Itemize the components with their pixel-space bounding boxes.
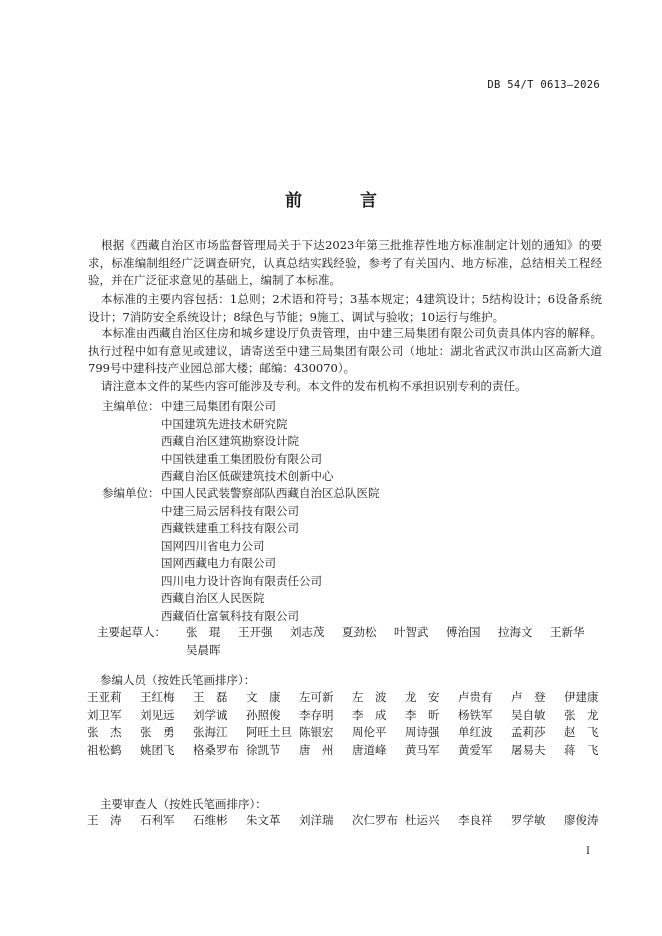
- chief-unit: 西藏自治区建筑勘察设计院: [161, 434, 299, 448]
- reviewer-name: 刘洋瑞: [299, 813, 334, 827]
- participant-name: 陈银宏: [299, 725, 334, 739]
- participant-name: 杨铁军: [458, 707, 493, 722]
- participant-name: 刘学诚: [193, 707, 228, 722]
- reviewer-name: 罗学敏: [511, 813, 546, 827]
- page-number: I: [586, 846, 590, 857]
- chief-units-label: 主编单位：: [102, 399, 160, 413]
- participant-name: 唐道峰: [352, 742, 387, 757]
- chief-unit: 中建三局集团有限公司: [161, 399, 276, 413]
- participant-name: 文 康: [246, 690, 281, 704]
- reviewer-name: 李良祥: [458, 813, 493, 827]
- participant-name: 赵 飞: [564, 725, 599, 739]
- participant-name: 卢 登: [511, 690, 546, 704]
- participant-name: 孟莉莎: [511, 725, 546, 739]
- participant-name: 蒋 飞: [564, 742, 599, 757]
- participant-name: 徐凯节: [246, 742, 281, 757]
- participant-name: 屠易夫: [511, 742, 546, 757]
- paragraph-basis: 根据《西藏自治区市场监督管理局关于下达2023年第三批推荐性地方标准制定计划的通知》的要求，标准编制组经广泛调查研究，认真总结实践经验，参考了有关国内、地方标准，总结相关工程经验，并在广泛征求意见的基础上，编制了本标准。: [88, 238, 602, 287]
- drafter-name: 王新华: [550, 625, 585, 639]
- paragraph-patent-notice: 请注意本文件的某些内容可能涉及专利。本文件的发布机构不承担识别专利的责任。: [101, 379, 527, 393]
- participant-name: 李存明: [299, 707, 334, 722]
- participating-unit: 四川电力设计咨询有限责任公司: [161, 573, 322, 588]
- participant-name: 张 杰: [87, 725, 122, 739]
- participant-name: 刘卫军: [87, 707, 122, 722]
- participating-units-list: [161, 485, 380, 625]
- participant-name: 孙照俊: [246, 707, 281, 722]
- reviewer-name: 次仁罗布: [352, 813, 398, 827]
- participant-name: 王亚莉: [87, 690, 122, 704]
- participating-unit: 西藏铁建重工科技有限公司: [161, 521, 299, 535]
- participant-name: 王 磊: [193, 690, 228, 704]
- participant-name: 周诗强: [405, 725, 440, 739]
- participant-name: 张 龙: [564, 707, 599, 722]
- participant-name: 李 成: [352, 707, 387, 722]
- participants-label: 参编人员（按姓氏笔画排序）：: [100, 673, 256, 687]
- chief-unit: 中国建筑先进技术研究院: [161, 416, 288, 431]
- page-title: 前 言: [285, 191, 403, 211]
- participant-name: 吴自敏: [511, 707, 546, 722]
- drafter-name: 夏劲松: [342, 625, 377, 639]
- participating-unit: 国网西藏电力有限公司: [161, 556, 276, 570]
- participant-name: 祖松鹤: [87, 742, 122, 757]
- drafter-name: 拉海文: [498, 625, 533, 639]
- drafter-name: 刘志茂: [290, 625, 325, 639]
- chief-units-list: [161, 398, 334, 486]
- participant-name: 格桑罗布: [193, 742, 239, 757]
- drafter-name: 王开强: [238, 625, 273, 639]
- participant-name: 伊建康: [564, 690, 599, 704]
- participant-name: 黄爱军: [458, 742, 493, 757]
- participant-name: 刘见远: [140, 707, 175, 722]
- reviewers-grid: [87, 812, 617, 830]
- participant-name: 李 昕: [405, 707, 440, 722]
- reviewer-name: 石利军: [140, 813, 175, 827]
- participant-name: 姚团飞: [140, 742, 175, 757]
- participant-name: 龙 安: [405, 690, 440, 704]
- participants-grid: [87, 689, 617, 759]
- participant-name: 张 勇: [140, 725, 175, 739]
- reviewer-name: 朱文革: [246, 813, 281, 827]
- participant-name: 阿旺土旦: [246, 725, 292, 739]
- chief-unit: 西藏自治区低碳建筑技术创新中心: [161, 469, 334, 483]
- participating-unit: 中建三局云居科技有限公司: [161, 503, 299, 518]
- participant-name: 张海江: [193, 725, 228, 739]
- paragraph-contents: 本标准的主要内容包括：1总则；2术语和符号；3基本规定；4建筑设计；5结构设计；6设备系统设计；7消防安全系统设计；8绿色与节能；9施工、调试与验收；10运行与维护。: [88, 292, 602, 324]
- main-drafters-label: 主要起草人：: [97, 625, 166, 639]
- main-drafters-names: [186, 624, 602, 659]
- reviewer-name: 王 涛: [87, 813, 122, 827]
- reviewer-name: 石维彬: [193, 813, 228, 827]
- participating-unit: 国网四川省电力公司: [161, 538, 265, 553]
- participant-name: 黄马军: [405, 742, 440, 757]
- participant-name: 单红波: [458, 725, 493, 739]
- participant-name: 唐 州: [299, 742, 334, 757]
- participating-unit: 中国人民武装警察部队西藏自治区总队医院: [161, 486, 380, 500]
- participating-unit: 西藏自治区人民医院: [161, 591, 265, 605]
- participating-unit: 西藏佰仕富氧科技有限公司: [161, 608, 299, 623]
- reviewer-name: 杜运兴: [405, 813, 440, 827]
- participant-name: 左 波: [352, 690, 387, 704]
- chief-unit: 中国铁建重工集团股份有限公司: [161, 451, 322, 466]
- drafter-name: 吴晨晖: [186, 642, 221, 657]
- participant-name: 左可新: [299, 690, 334, 704]
- participant-name: 周伦平: [352, 725, 387, 739]
- reviewers-label: 主要审查人（按姓氏笔画排序）：: [100, 797, 267, 811]
- document-code: DB 54/T 0613—2026: [487, 79, 600, 91]
- drafter-name: 张 琨: [186, 625, 221, 639]
- drafter-name: 傅治国: [446, 625, 481, 639]
- participant-name: 卢贵有: [458, 690, 493, 704]
- paragraph-management: 本标准由西藏自治区住房和城乡建设厅负责管理，由中建三局集团有限公司负责具体内容的解释。执行过程中如有意见或建议，请寄送至中建三局集团有限公司（地址：湖北省武汉市洪山区高新大道799号中建科技产业园总部大楼；邮编：430070）。: [88, 326, 602, 375]
- drafter-name: 叶智武: [394, 625, 429, 639]
- participant-name: 王红梅: [140, 690, 175, 704]
- reviewer-name: 廖俊涛: [564, 813, 599, 827]
- participating-units-label: 参编单位：: [102, 486, 160, 500]
